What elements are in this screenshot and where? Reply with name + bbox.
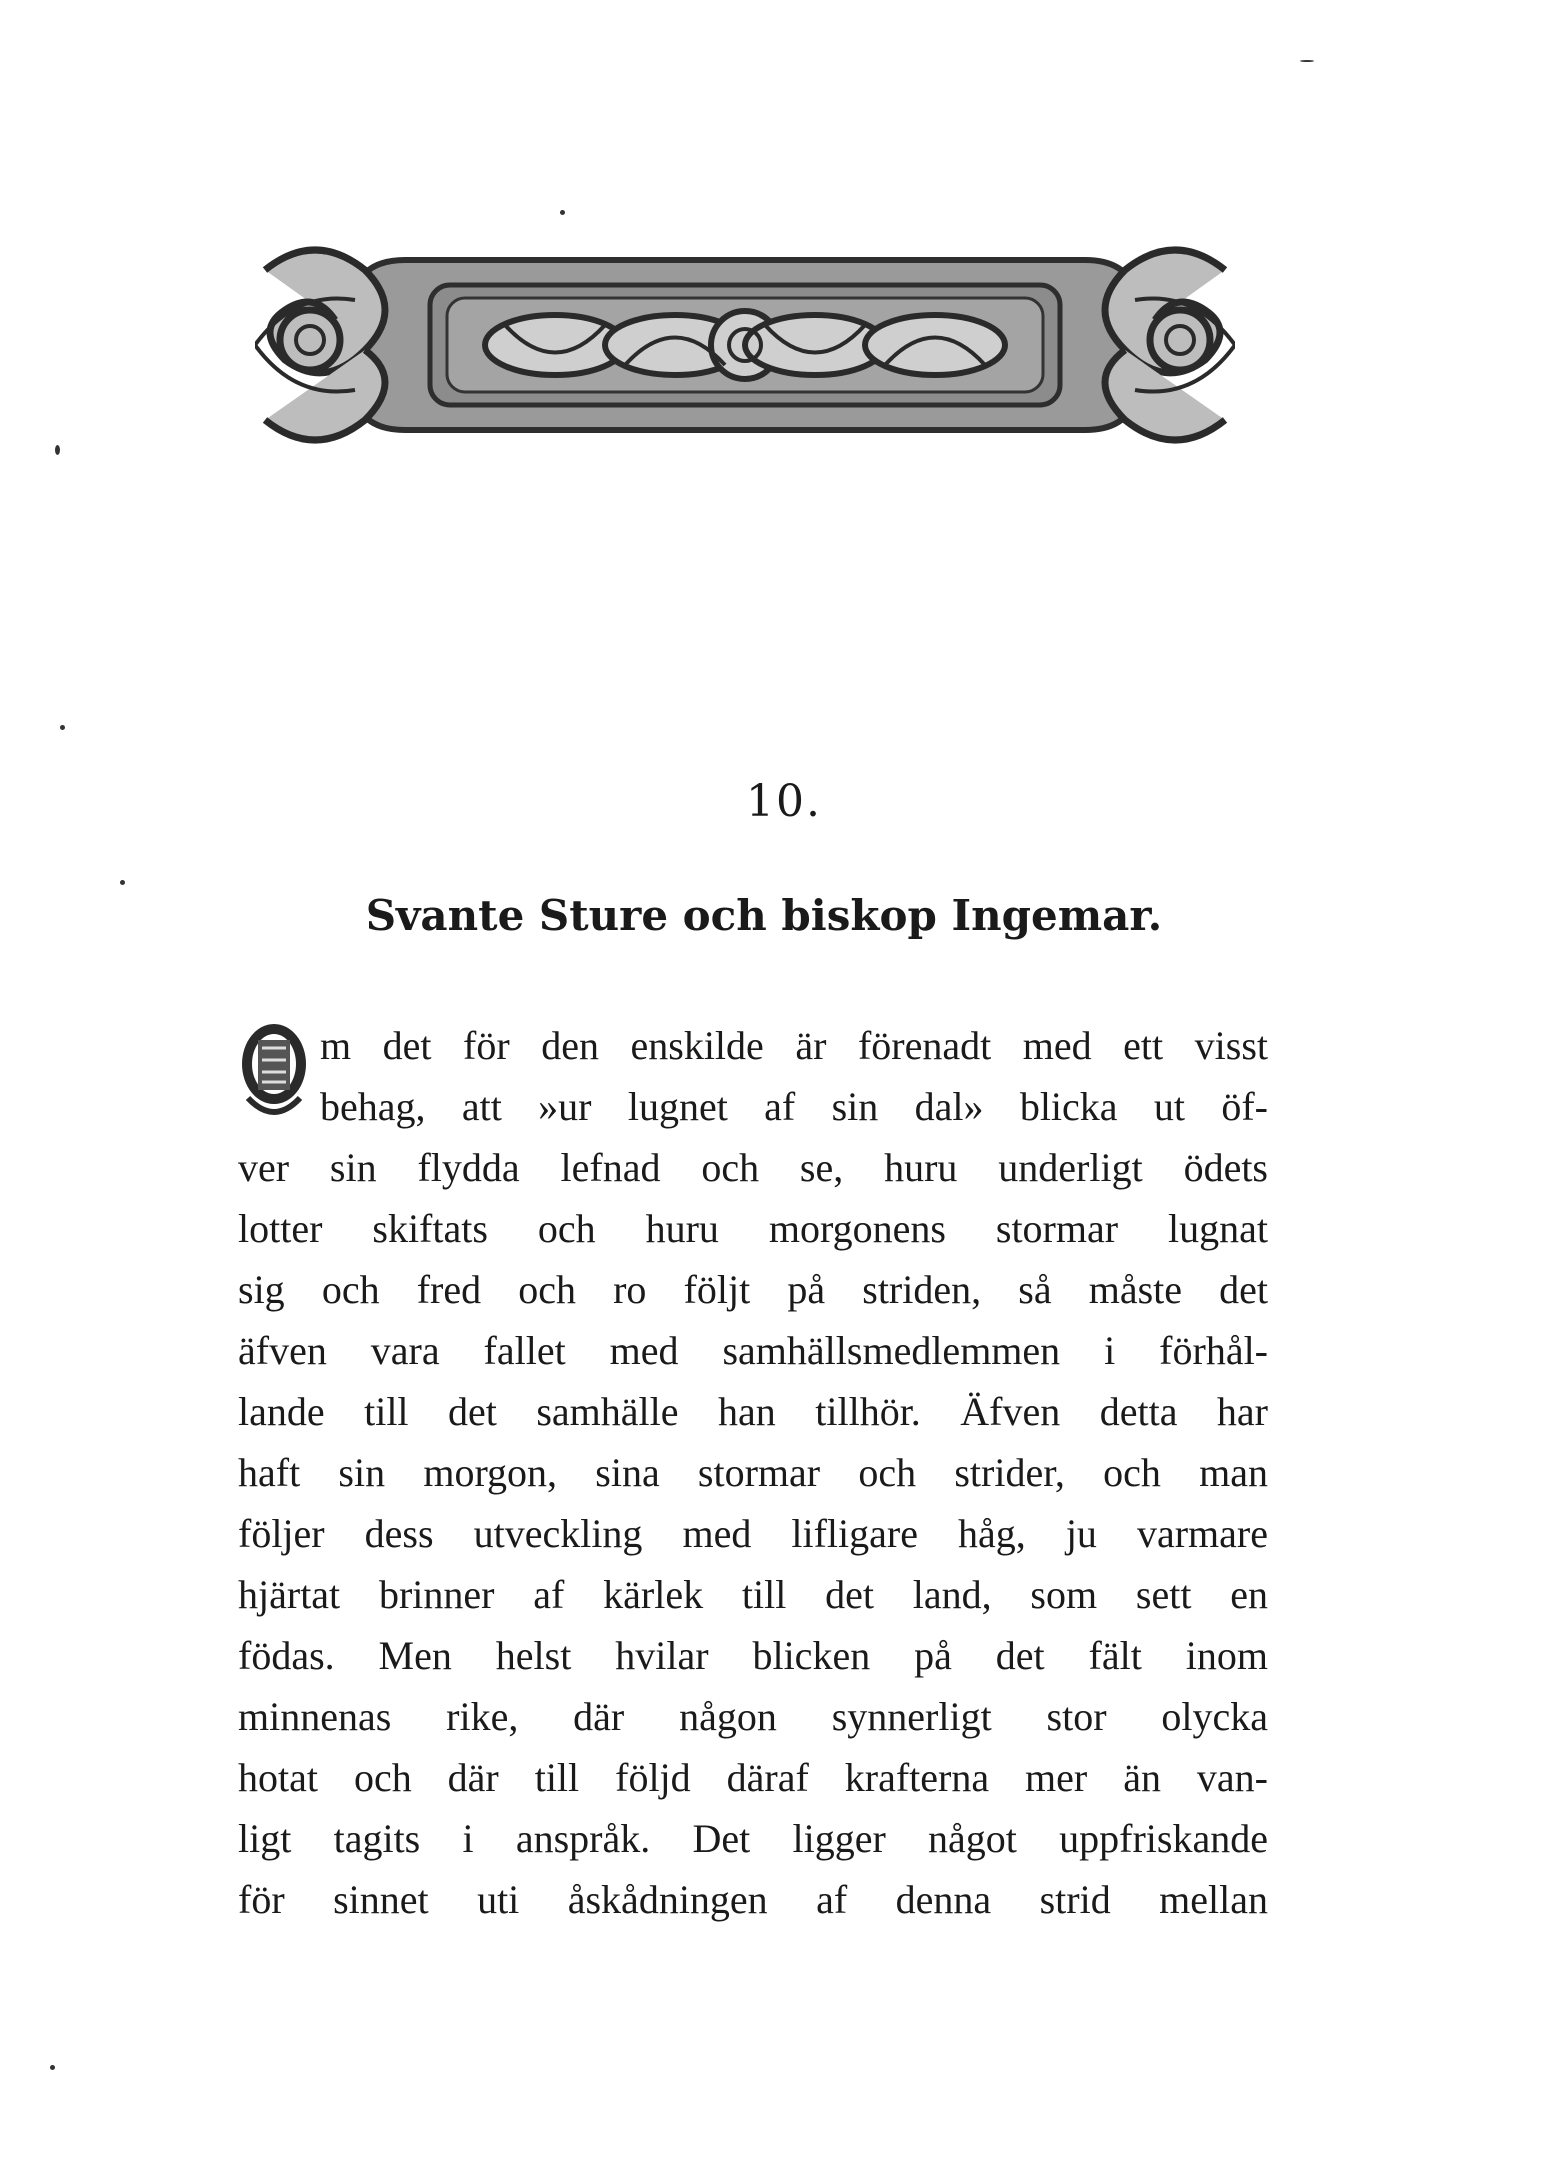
text-line: behag, att »ur lugnet af sin dal» blicka ut öf- — [320, 1084, 1268, 1129]
chapter-title: Svante Sture och biskop Ingemar. — [365, 891, 1163, 940]
chapter-body — [238, 1015, 1268, 1930]
text-line: ver sin flydda lefnad och se, huru underligt ödets — [238, 1145, 1268, 1190]
text-line: lande till det samhälle han tillhör. Äfven detta har — [238, 1389, 1268, 1434]
text-line: hotat och där till följd däraf krafterna mer än van- — [238, 1755, 1268, 1800]
text-line: äfven vara fallet med samhällsmedlemmen i förhål- — [238, 1328, 1268, 1373]
text-line: födas. Men helst hvilar blicken på det fält inom — [238, 1633, 1268, 1678]
text-line: ligt tagits i anspråk. Det ligger något uppfriskande — [238, 1816, 1268, 1861]
text-line: följer dess utveckling med lifligare håg, ju varmare — [238, 1511, 1268, 1556]
text-line: minnenas rike, där någon synnerligt stor olycka — [238, 1694, 1268, 1739]
text-line: lotter skiftats och huru morgonens stormar lugnat — [238, 1206, 1268, 1251]
chapter-number: 10. — [746, 776, 822, 827]
interlace-headpiece-icon — [255, 230, 1235, 460]
text-line: m det för den enskilde är förenadt med ett visst — [320, 1023, 1268, 1068]
text-line: haft sin morgon, sina stormar och strider, och man — [238, 1450, 1268, 1495]
text-line: hjärtat brinner af kärlek till det land, som sett en — [238, 1572, 1268, 1617]
ornamental-initial-icon — [238, 1018, 310, 1126]
text-line: sig och fred och ro följt på striden, så måste det — [238, 1267, 1268, 1312]
text-line: för sinnet uti åskådningen af denna strid mellan — [238, 1877, 1268, 1922]
